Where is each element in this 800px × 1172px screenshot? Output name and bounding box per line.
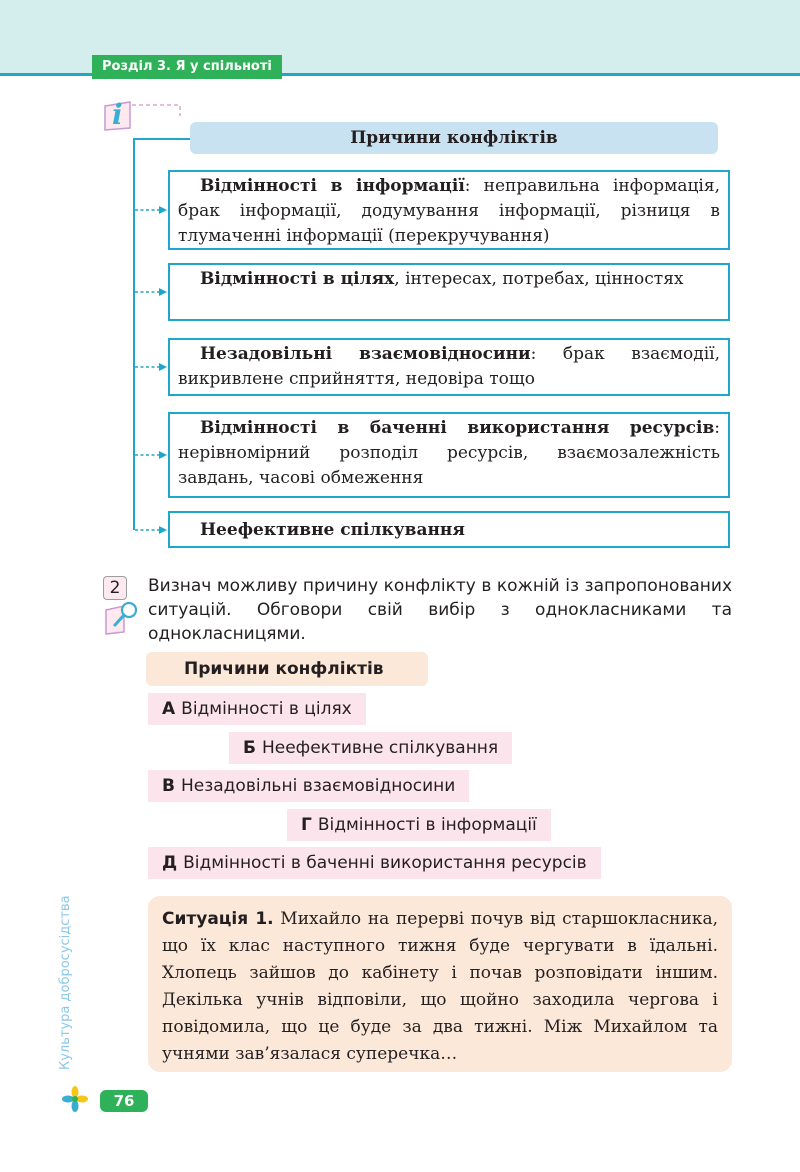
arrow-icon bbox=[135, 287, 169, 297]
option-letter: Б bbox=[243, 738, 256, 758]
cause-text: : брак взаємодії, викривлене сприйняття, недовіра тощо bbox=[178, 344, 720, 389]
side-label: Культура добросусідства bbox=[58, 895, 73, 1070]
cause-bold: Незадовільні взаємовідносини bbox=[200, 344, 531, 364]
search-icon bbox=[104, 600, 140, 636]
task-number: 2 bbox=[103, 576, 127, 600]
situation-text: Михайло на перерві почув від старшокласника, що їх клас наступного тижня буде чергувати в їдальні. Хлопець зайшов до кабінету і почав розповідати іншим. Декілька учнів відповіли, що щойно заходила чергова і повідомила, що це буде за два тижні. Між Михайлом та учнями зав’язалася суперечка… bbox=[162, 909, 718, 1064]
arrow-icon bbox=[135, 525, 169, 535]
arrow-icon bbox=[135, 205, 169, 215]
cause-bold: Відмінності в баченні використання ресурсів bbox=[200, 418, 715, 438]
chapter-label: Розділ 3. Я у спільноті bbox=[92, 55, 282, 79]
option-letter: А bbox=[162, 699, 176, 719]
option-label: Відмінності в баченні використання ресурсів bbox=[183, 853, 587, 873]
cause-text: : нерівномірний розподіл ресурсів, взаємозалежність завдань, часові обмеження bbox=[178, 418, 720, 488]
cause-text: , інтересах, потребах, цінностях bbox=[394, 269, 684, 289]
option-label: Відмінності в цілях bbox=[181, 699, 352, 719]
option-letter: Д bbox=[162, 853, 178, 873]
tree-line bbox=[133, 138, 135, 530]
cause-box-goals bbox=[168, 263, 730, 321]
arrow-icon bbox=[135, 362, 169, 372]
cause-text: : неправильна інформація, брак інформації, додумування інформації, різниця в тлумаченні інформації (перекручування) bbox=[178, 176, 720, 246]
situation-label: Ситуація 1. bbox=[162, 909, 274, 929]
cause-box-resources bbox=[168, 412, 730, 498]
task-text: Визнач можливу причину конфлікту в кожній із запропонованих ситуацій. Обговори свій вибір з однокласниками та однокласницями. bbox=[148, 576, 732, 644]
options-title: Причини конфліктів bbox=[146, 652, 428, 686]
flower-icon bbox=[62, 1086, 88, 1112]
arrow-icon bbox=[135, 450, 169, 460]
cause-bold: Відмінності в інформації bbox=[200, 176, 465, 196]
option-letter: В bbox=[162, 776, 175, 796]
cause-box-communication bbox=[168, 511, 730, 548]
option-a bbox=[148, 693, 366, 725]
info-icon bbox=[100, 92, 184, 132]
cause-box-relations bbox=[168, 338, 730, 396]
option-v bbox=[148, 770, 469, 802]
page-number: 76 bbox=[100, 1090, 148, 1112]
causes-title: Причини конфліктів bbox=[190, 122, 718, 154]
option-g bbox=[287, 809, 551, 841]
option-label: Відмінності в інформації bbox=[317, 815, 537, 835]
cause-bold: Неефективне спілкування bbox=[200, 520, 465, 540]
cause-box-information bbox=[168, 170, 730, 250]
option-b bbox=[229, 732, 512, 764]
svg-text:i: i bbox=[112, 98, 123, 131]
cause-bold: Відмінності в цілях bbox=[200, 269, 395, 289]
option-label: Незадовільні взаємовідносини bbox=[180, 776, 456, 796]
option-label: Неефективне спілкування bbox=[261, 738, 499, 758]
option-letter: Г bbox=[301, 815, 312, 835]
tree-connector bbox=[133, 138, 191, 140]
option-d bbox=[148, 847, 601, 879]
situation-card bbox=[148, 896, 732, 1072]
